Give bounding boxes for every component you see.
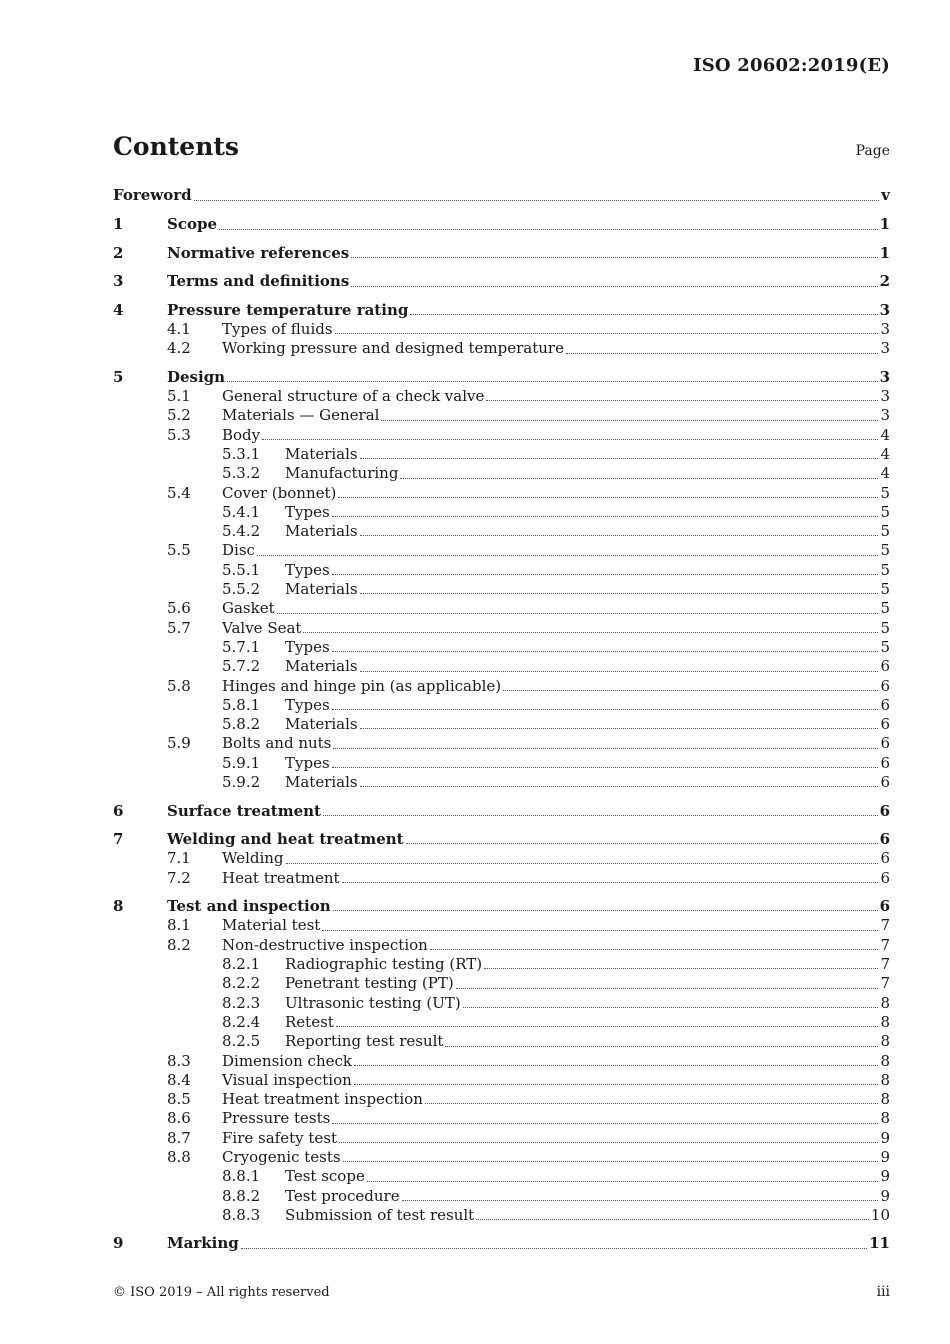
toc-entry-number: 5.3	[167, 425, 191, 444]
dot-leader	[335, 332, 879, 334]
toc-entry-page: 5	[880, 541, 890, 560]
toc-entry-number: 5.7	[167, 618, 191, 637]
toc-entry-number: 8.4	[167, 1070, 191, 1089]
toc-entry-number: 8.2.2	[222, 974, 261, 993]
dot-leader	[332, 1122, 878, 1124]
toc-entry[interactable]	[113, 715, 890, 734]
toc-entry[interactable]	[113, 320, 890, 339]
toc-entry-page: 8	[880, 1032, 890, 1051]
toc-entry-title: Welding	[222, 849, 284, 868]
toc-entry-title: Bolts and nuts	[222, 734, 332, 753]
contents-title: Contents	[113, 132, 240, 161]
toc-entry-number: 5.8.2	[222, 715, 261, 734]
dot-leader	[322, 929, 878, 931]
toc-entry-number: 5.4.2	[222, 522, 261, 541]
toc-entry-title: Design	[167, 367, 226, 386]
toc-entry-number: 8.2	[167, 935, 191, 954]
toc-entry[interactable]	[113, 1052, 890, 1071]
toc-entry-page: 3	[880, 320, 890, 338]
dot-leader	[323, 814, 878, 816]
toc-entry-number: 8.3	[167, 1051, 191, 1070]
dot-leader	[476, 1218, 869, 1220]
toc-entry-number: 5.2	[167, 406, 191, 425]
toc-entry-page: 5	[880, 483, 890, 502]
dot-leader	[338, 496, 878, 498]
toc-entry[interactable]	[113, 359, 890, 388]
toc-entry-title: Terms and definitions	[167, 272, 350, 291]
dot-leader	[262, 438, 878, 440]
toc-entry-number: 5.4.1	[222, 502, 261, 521]
toc-entry-number: 8.8.3	[222, 1205, 261, 1224]
toc-entry-page: 3	[880, 387, 890, 406]
toc-entry-title: Scope	[167, 215, 218, 234]
toc-entry-title: Materials	[285, 657, 358, 676]
toc-entry-number: 5.8	[167, 676, 191, 695]
toc-entry[interactable]	[113, 696, 890, 715]
toc-entry-page: 5	[880, 560, 890, 579]
toc-entry-title: Pressure temperature rating	[167, 300, 409, 319]
toc-entry[interactable]	[113, 406, 890, 425]
toc-entry[interactable]	[113, 754, 890, 773]
toc-entry-title: Types	[285, 695, 330, 714]
toc-entry-title: Reporting test result	[285, 1032, 444, 1051]
toc-entry[interactable]	[113, 974, 890, 993]
toc-entry-number: 8.8.1	[222, 1167, 261, 1186]
toc-entry-page: 7	[880, 974, 890, 993]
page-number: iii	[876, 1284, 890, 1300]
toc-entry-title: Manufacturing	[285, 464, 399, 483]
toc-entry-number: 7	[113, 830, 124, 849]
toc-entry[interactable]	[113, 888, 890, 917]
toc-entry-page: 1	[879, 215, 890, 234]
toc-entry-title: Types	[285, 560, 330, 579]
toc-entry-number: 9	[113, 1234, 124, 1253]
toc-entry-title: Ultrasonic testing (UT)	[285, 993, 461, 1012]
toc-entry-number: 8.8	[167, 1147, 191, 1166]
toc-entry[interactable]	[113, 657, 890, 676]
toc-entry-page: 9	[880, 1167, 890, 1186]
toc-entry-page: 5	[880, 522, 890, 541]
toc-entry-page: 5	[880, 502, 890, 521]
toc-entry-title: Types	[285, 502, 330, 521]
page-column-label: Page	[855, 143, 890, 159]
dot-leader	[354, 1064, 878, 1066]
toc-entry-page: 7	[880, 955, 890, 974]
dot-leader	[406, 842, 878, 844]
toc-entry-number: 8.5	[167, 1090, 191, 1109]
toc-entry-page: 9	[880, 1128, 890, 1147]
toc-entry[interactable]	[113, 561, 890, 580]
toc-entry-title: Valve Seat	[222, 618, 302, 637]
toc-entry[interactable]	[113, 445, 890, 464]
toc-entry-page: 8	[880, 1109, 890, 1128]
toc-entry-number: 5.9.1	[222, 753, 261, 772]
toc-entry[interactable]	[113, 339, 890, 358]
toc-entry-number: 4	[113, 300, 124, 319]
toc-entry-page: 6	[879, 830, 890, 849]
toc-entry[interactable]	[113, 1032, 890, 1051]
toc-entry-page: 6	[879, 801, 890, 820]
toc-entry-page: 3	[879, 367, 890, 386]
toc-entry[interactable]	[113, 821, 890, 850]
toc-entry-page: 11	[869, 1234, 890, 1253]
dot-leader	[430, 948, 879, 950]
dot-leader	[360, 457, 879, 459]
dot-leader	[227, 380, 877, 382]
toc-entry-title: Materials	[285, 522, 358, 541]
dot-leader	[503, 689, 878, 691]
dot-leader	[351, 256, 877, 258]
toc-entry-number: 7.2	[167, 868, 191, 887]
toc-entry[interactable]	[113, 773, 890, 792]
toc-entry[interactable]	[113, 464, 890, 483]
toc-entry-number: 5.8.1	[222, 695, 261, 714]
toc-entry[interactable]	[113, 1167, 890, 1186]
dot-leader	[425, 1102, 879, 1104]
toc-entry-title: Submission of test result	[285, 1205, 475, 1224]
toc-entry[interactable]	[113, 849, 890, 868]
toc-entry[interactable]	[113, 677, 890, 696]
toc-entry-page: 6	[880, 773, 890, 792]
toc-entry-number: 5.9	[167, 734, 191, 753]
toc-entry-number: 5.5.1	[222, 560, 261, 579]
toc-entry[interactable]	[113, 1148, 890, 1167]
toc-entry-page: 6	[879, 897, 890, 916]
toc-entry-number: 1	[113, 215, 124, 234]
toc-entry-page: 10	[870, 1205, 890, 1224]
toc-entry[interactable]	[113, 1090, 890, 1109]
toc-entry-page: 6	[880, 734, 890, 753]
toc-entry[interactable]	[113, 869, 890, 888]
toc-entry[interactable]	[113, 541, 890, 560]
dot-leader	[219, 228, 878, 230]
copyright-notice: © ISO 2019 – All rights reserved	[113, 1285, 330, 1300]
toc-entry-page: 6	[880, 868, 890, 887]
dot-leader	[360, 534, 879, 536]
toc-entry-title: Fire safety test	[222, 1128, 337, 1147]
dot-leader	[332, 708, 879, 710]
table-of-contents	[113, 186, 890, 1254]
toc-entry-title: Retest	[285, 1012, 334, 1031]
toc-entry-page: 8	[880, 1012, 890, 1031]
dot-leader	[351, 285, 877, 287]
document-id: ISO 20602:2019(E)	[693, 55, 890, 76]
dot-leader	[241, 1247, 867, 1249]
toc-entry-number: 5	[113, 367, 124, 386]
toc-entry-number: 5.5	[167, 541, 191, 560]
toc-entry-title: Types	[285, 753, 330, 772]
dot-leader	[484, 967, 878, 969]
dot-leader	[354, 1083, 879, 1085]
toc-entry-page: 6	[880, 715, 890, 734]
dot-leader	[367, 1180, 879, 1182]
toc-entry-page: 1	[879, 243, 890, 262]
toc-entry-page: 8	[880, 1051, 890, 1070]
toc-entry-title: Normative references	[167, 243, 350, 262]
toc-entry-page: 3	[880, 339, 890, 358]
toc-entry-title: Materials	[285, 773, 358, 792]
toc-entry-number: 5.1	[167, 387, 191, 406]
toc-entry[interactable]	[113, 503, 890, 522]
toc-entry-title: General structure of a check valve	[222, 387, 485, 406]
dot-leader	[360, 670, 879, 672]
toc-entry-page: 4	[880, 444, 890, 463]
dot-leader	[336, 1025, 879, 1027]
dot-leader	[333, 747, 878, 749]
dot-leader	[381, 419, 878, 421]
toc-entry-page: 6	[880, 849, 890, 868]
dot-leader	[343, 1160, 879, 1162]
toc-entry-page: 6	[880, 753, 890, 772]
toc-entry-title: Dimension check	[222, 1051, 352, 1070]
dot-leader	[566, 352, 879, 354]
toc-entry-title: Surface treatment	[167, 801, 321, 820]
toc-entry-page: 5	[880, 580, 890, 599]
dot-leader	[333, 909, 878, 911]
toc-entry-title: Heat treatment inspection	[222, 1090, 423, 1109]
dot-leader	[277, 612, 879, 614]
toc-entry-number: 4.1	[167, 320, 191, 338]
toc-entry-page: 2	[879, 272, 890, 291]
toc-entry-page: 5	[880, 599, 890, 618]
toc-entry[interactable]	[113, 1013, 890, 1032]
toc-entry-number: 8.6	[167, 1109, 191, 1128]
toc-entry-title: Radiographic testing (RT)	[285, 955, 483, 974]
toc-entry-number: 5.4	[167, 483, 191, 502]
toc-entry-page: 9	[880, 1186, 890, 1205]
toc-entry[interactable]	[113, 916, 890, 935]
toc-entry[interactable]	[113, 638, 890, 657]
toc-entry-title: Test procedure	[285, 1186, 400, 1205]
toc-entry-page: 3	[879, 300, 890, 319]
toc-entry-title: Material test	[222, 916, 321, 935]
toc-entry-title: Cryogenic tests	[222, 1147, 341, 1166]
toc-entry-page: 9	[880, 1147, 890, 1166]
toc-entry-title: Pressure tests	[222, 1109, 331, 1128]
toc-entry[interactable]	[113, 1225, 890, 1254]
dot-leader	[400, 477, 878, 479]
toc-entry-number: 6	[113, 801, 124, 820]
toc-entry-number: 8.2.3	[222, 993, 261, 1012]
toc-entry-number: 8.7	[167, 1128, 191, 1147]
dot-leader	[257, 554, 879, 556]
toc-entry-number: 8.8.2	[222, 1186, 261, 1205]
dot-leader	[360, 785, 879, 787]
toc-entry-title: Body	[222, 425, 261, 444]
toc-entry-page: 7	[880, 935, 890, 954]
toc-entry-page: 6	[880, 657, 890, 676]
toc-entry-number: 8	[113, 897, 124, 916]
toc-entry[interactable]	[113, 387, 890, 406]
toc-entry-number: 5.7.2	[222, 657, 261, 676]
toc-entry[interactable]	[113, 1071, 890, 1090]
dot-leader	[456, 987, 879, 989]
toc-entry-title: Visual inspection	[222, 1070, 352, 1089]
toc-entry-number: 5.3.2	[222, 464, 261, 483]
toc-entry-page: 7	[880, 916, 890, 935]
toc-entry-title: Types of fluids	[222, 320, 333, 338]
toc-entry-page: 8	[880, 993, 890, 1012]
dot-leader	[332, 766, 879, 768]
toc-entry-number: 5.6	[167, 599, 191, 618]
toc-entry-page: 4	[880, 425, 890, 444]
toc-entry-number: 5.5.2	[222, 580, 261, 599]
dot-leader	[360, 592, 879, 594]
toc-entry[interactable]	[113, 292, 890, 321]
dot-leader	[332, 573, 879, 575]
toc-entry-title: Welding and heat treatment	[167, 830, 404, 849]
toc-entry-title: Penetrant testing (PT)	[285, 974, 454, 993]
toc-entry-title: Materials	[285, 580, 358, 599]
toc-entry[interactable]	[113, 619, 890, 638]
dot-leader	[303, 631, 878, 633]
toc-entry-number: 2	[113, 243, 124, 262]
toc-entry[interactable]	[113, 522, 890, 541]
toc-entry[interactable]	[113, 1129, 890, 1148]
toc-entry[interactable]	[113, 484, 890, 503]
toc-entry[interactable]	[113, 206, 890, 235]
toc-entry[interactable]	[113, 936, 890, 955]
toc-entry-page: 8	[880, 1090, 890, 1109]
toc-entry[interactable]	[113, 186, 890, 206]
toc-entry-title: Types	[285, 637, 330, 656]
toc-entry[interactable]	[113, 235, 890, 264]
toc-entry-title: Materials	[285, 444, 358, 463]
toc-entry-title: Heat treatment	[222, 868, 340, 887]
toc-entry-number: 8.2.1	[222, 955, 261, 974]
toc-entry-title: Gasket	[222, 599, 275, 618]
toc-entry-title: Disc	[222, 541, 255, 560]
toc-entry-number: 8.2.5	[222, 1032, 261, 1051]
dot-leader	[410, 313, 877, 315]
toc-entry[interactable]	[113, 994, 890, 1013]
toc-entry-number: 5.9.2	[222, 773, 261, 792]
dot-leader	[342, 881, 879, 883]
toc-entry-number: 8.2.4	[222, 1012, 261, 1031]
toc-entry[interactable]	[113, 1206, 890, 1225]
toc-entry-title: Non-destructive inspection	[222, 935, 428, 954]
toc-entry[interactable]	[113, 792, 890, 821]
toc-entry-title: Materials — General	[222, 406, 380, 425]
toc-entry-page: 5	[880, 637, 890, 656]
toc-entry-number: 5.3.1	[222, 444, 261, 463]
toc-entry[interactable]	[113, 580, 890, 599]
toc-entry-page: 8	[880, 1070, 890, 1089]
toc-entry-title: Test and inspection	[167, 897, 331, 916]
dot-leader	[332, 650, 879, 652]
toc-entry[interactable]	[113, 1187, 890, 1206]
toc-entry[interactable]	[113, 734, 890, 753]
toc-entry-number: 8.1	[167, 916, 191, 935]
dot-leader	[339, 1141, 878, 1143]
toc-entry-page: 5	[880, 618, 890, 637]
toc-entry-title: Marking	[167, 1234, 239, 1253]
toc-entry-page: 4	[880, 464, 890, 483]
toc-entry[interactable]	[113, 599, 890, 618]
toc-entry-page: v	[881, 186, 890, 204]
toc-entry-title: Cover (bonnet)	[222, 483, 337, 502]
toc-entry-page: 6	[880, 695, 890, 714]
dot-leader	[486, 399, 878, 401]
dot-leader	[463, 1006, 879, 1008]
toc-entry-number: 5.7.1	[222, 637, 261, 656]
toc-entry-number: 3	[113, 272, 124, 291]
dot-leader	[332, 515, 879, 517]
toc-entry[interactable]	[113, 1109, 890, 1128]
toc-entry-page: 6	[880, 676, 890, 695]
toc-entry-number: 7.1	[167, 849, 191, 868]
dot-leader	[402, 1199, 879, 1201]
toc-entry-title: Hinges and hinge pin (as applicable)	[222, 676, 502, 695]
toc-entry-title: Test scope	[285, 1167, 365, 1186]
dot-leader	[286, 862, 879, 864]
toc-entry-title: Working pressure and designed temperature	[222, 339, 564, 358]
toc-entry[interactable]	[113, 955, 890, 974]
toc-entry-page: 3	[880, 406, 890, 425]
toc-entry-number: 4.2	[167, 339, 191, 358]
toc-entry[interactable]	[113, 426, 890, 445]
dot-leader	[445, 1045, 878, 1047]
toc-entry-title: Materials	[285, 715, 358, 734]
toc-entry[interactable]	[113, 263, 890, 292]
toc-entry-title: Foreword	[113, 186, 192, 204]
dot-leader	[360, 727, 879, 729]
dot-leader	[194, 199, 880, 201]
